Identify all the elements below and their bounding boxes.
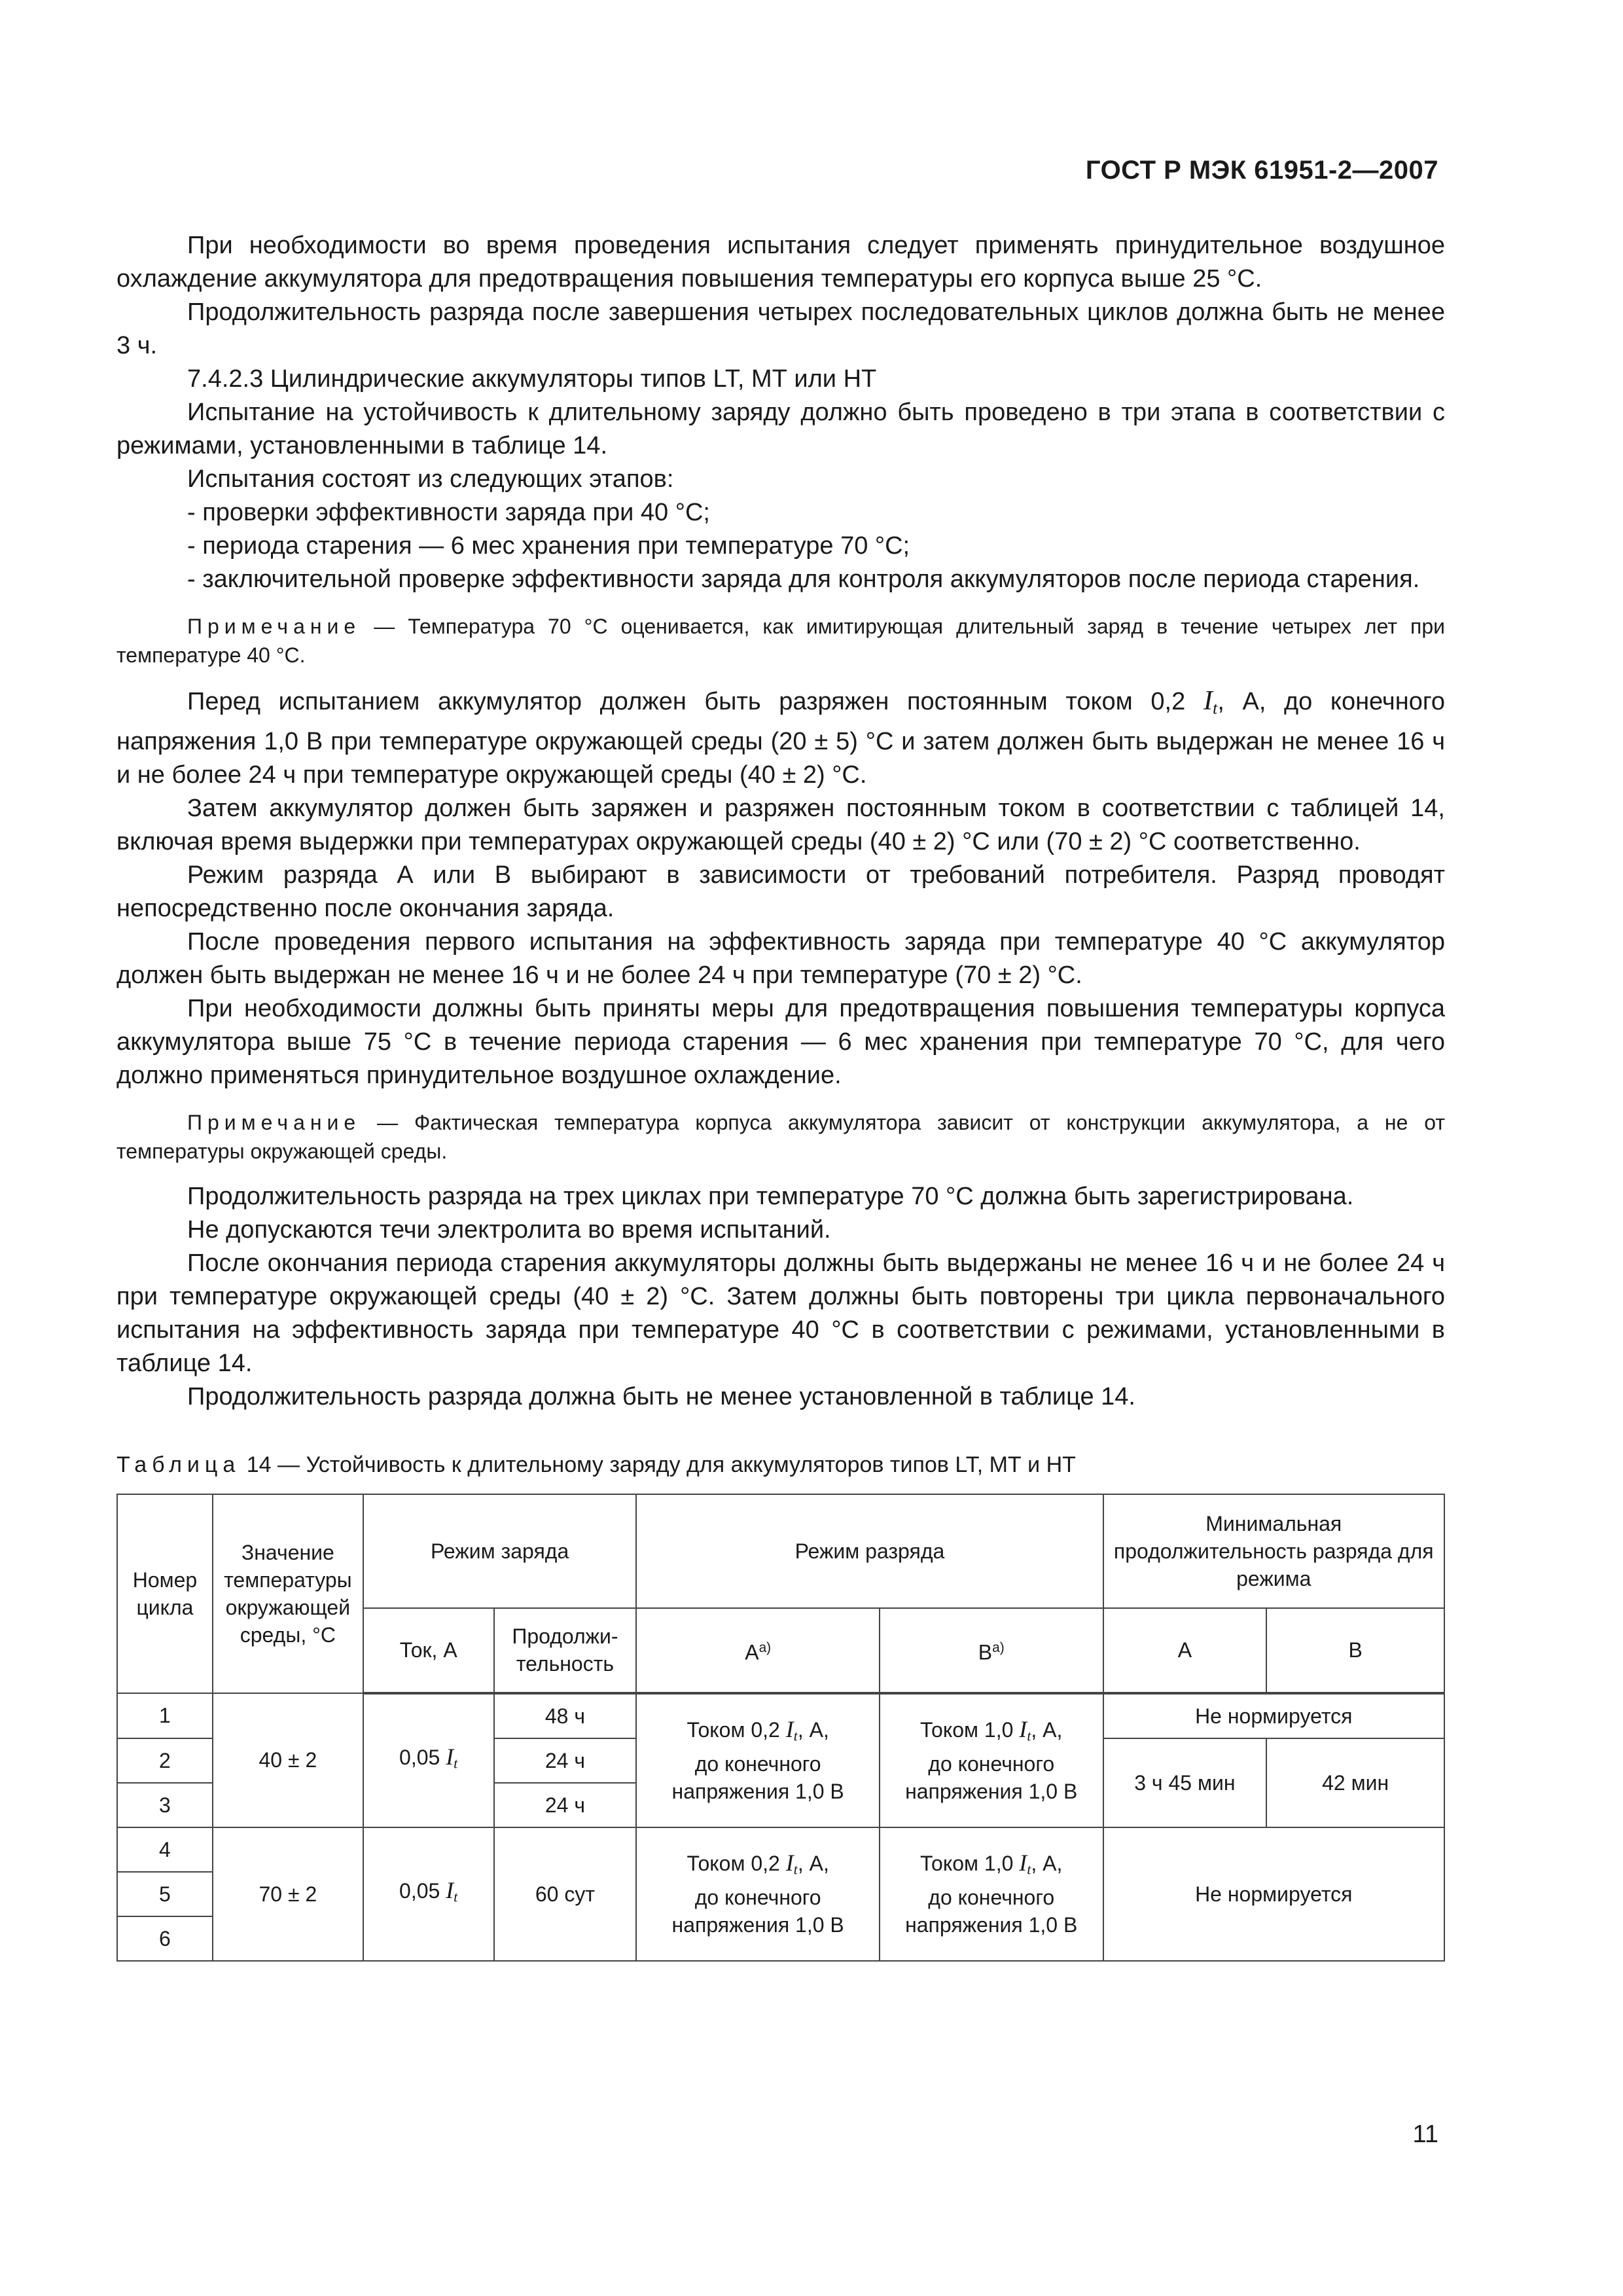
header-min-duration: Минимальная продолжительность разряда для режима [1103, 1494, 1445, 1608]
discharge-prefix: Током 1,0 [920, 1718, 1020, 1742]
footnote-marker: а) [758, 1640, 772, 1655]
note-text: — Температура 70 °С оценивается, как имитирующая длительный заряд в течение четырех лет при температуре 40 °С. [116, 615, 1445, 667]
paragraph: Продолжительность разряда после завершения четырех последовательных циклов должна быть не менее 3 ч. [116, 298, 1445, 359]
discharge-line: до конечного [928, 1885, 1055, 1909]
symbol-i: I [785, 1850, 794, 1876]
page-content [116, 229, 1445, 1962]
charge-current [363, 1693, 494, 1827]
header-mode-a [636, 1608, 880, 1693]
page-number: 11 [1412, 2121, 1438, 2148]
min-duration-b: 42 мин [1266, 1738, 1444, 1827]
discharge-prefix: Током 0,2 [687, 1718, 786, 1742]
discharge-prefix: Током 1,0 [920, 1852, 1020, 1876]
list-item: - заключительной проверке эффективности заряда для контроля аккумуляторов после периода старения. [187, 565, 1420, 593]
cycle-number: 5 [117, 1872, 213, 1916]
note-label: Примечание [187, 1110, 361, 1134]
paragraph: Затем аккумулятор должен быть заряжен и разряжен постоянным током в соответствии с таблицей 14, включая время выдержки при температурах окружающей среды (40 ± 2) °С или (70 ± 2) °С соответственно. [116, 794, 1445, 855]
table-header-row [117, 1494, 1444, 1608]
discharge-mode-b [880, 1693, 1103, 1827]
charge-duration: 24 ч [494, 1738, 637, 1783]
cycle-number: 1 [117, 1693, 213, 1738]
discharge-line [641, 1849, 875, 1884]
section-heading: 7.4.2.3 Цилиндрические аккумуляторы типов LT, МТ или НТ [187, 365, 877, 393]
discharge-line: напряжения 1,0 В [671, 1912, 844, 1937]
min-duration-a: 3 ч 45 мин [1103, 1738, 1267, 1827]
symbol-t: t [454, 1755, 458, 1772]
current-symbol [1019, 1716, 1031, 1742]
current-symbol [446, 1744, 457, 1770]
discharge-mode-a [636, 1693, 880, 1827]
symbol-i: I [1019, 1850, 1027, 1876]
header-mode-a-label: А [745, 1640, 759, 1664]
data-table [116, 1494, 1445, 1962]
cycle-number: 3 [117, 1783, 213, 1827]
header-cycle: Номер цикла [117, 1494, 213, 1693]
header-min-b: В [1266, 1608, 1444, 1693]
table-row [117, 1827, 1444, 1872]
charge-duration: 60 сут [494, 1827, 637, 1961]
cycle-number: 4 [117, 1827, 213, 1872]
header-charge-mode: Режим заряда [363, 1494, 637, 1608]
discharge-line: напряжения 1,0 В [905, 1779, 1078, 1803]
current-symbol [1019, 1850, 1031, 1876]
cycle-number: 6 [117, 1916, 213, 1961]
paragraph: При необходимости во время проведения испытания следует применять принудительное воздушное охлаждение аккумулятора для предотвращения повышения температуры его корпуса выше 25 °С. [116, 232, 1445, 293]
header-current: Ток, А [363, 1608, 494, 1693]
symbol-i: I [1019, 1716, 1027, 1743]
symbol-t: t [1027, 1861, 1031, 1878]
header-discharge-mode: Режим разряда [636, 1494, 1103, 1608]
paragraph [116, 684, 1445, 792]
symbol-i: I [1203, 685, 1213, 716]
temperature-value: 70 ± 2 [213, 1827, 363, 1961]
paragraph: После проведения первого испытания на эффективность заряда при температуре 40 °С аккумулятор должен быть выдержан не менее 16 ч и не более 24 ч при температуре (70 ± 2) °С. [116, 927, 1445, 989]
note [116, 1108, 1445, 1166]
header-temperature: Значение температуры окружающей среды, °С [213, 1494, 363, 1693]
current-value: 0,05 [399, 1746, 446, 1770]
paragraph: Режим разряда А или В выбирают в зависимости от требований потребителя. Разряд проводят непосредственно после окончания заряда. [116, 861, 1445, 922]
symbol-t: t [793, 1861, 798, 1878]
header-mode-b [880, 1608, 1103, 1693]
symbol-t: t [1027, 1727, 1031, 1744]
charge-duration: 48 ч [494, 1693, 637, 1738]
current-symbol [1204, 685, 1218, 716]
current-symbol [446, 1877, 457, 1903]
symbol-i: I [785, 1716, 794, 1743]
paragraph: Продолжительность разряда должна быть не менее установленной в таблице 14. [187, 1382, 1135, 1410]
discharge-line: напряжения 1,0 В [671, 1779, 844, 1803]
min-duration-not-normalized: Не нормируется [1103, 1693, 1445, 1738]
cycle-number: 2 [117, 1738, 213, 1783]
symbol-t: t [454, 1888, 458, 1905]
symbol-i: I [446, 1744, 454, 1770]
paragraph: Продолжительность разряда на трех циклах при температуре 70 °С должна быть зарегистрирована. [187, 1182, 1354, 1210]
discharge-suffix: , А, [1031, 1852, 1063, 1876]
paragraph-text: Перед испытанием аккумулятор должен быть разряжен постоянным током 0,2 [187, 688, 1204, 715]
footnote-marker: а) [992, 1640, 1005, 1655]
paragraph: После окончания периода старения аккумуляторы должны быть выдержаны не менее 16 ч и не более 24 ч при температуре окружающей среды (40 ± 2) °С. Затем должны быть повторены три цикла первоначального испытания на эффективность заряда при температуре 40 °С в соответствии с режимами, установленными в таблице 14. [116, 1249, 1445, 1377]
current-symbol [786, 1716, 798, 1742]
current-symbol [786, 1850, 798, 1876]
table-caption [116, 1450, 1445, 1479]
temperature-value: 40 ± 2 [213, 1693, 363, 1827]
discharge-suffix: , А, [797, 1718, 829, 1742]
charge-duration: 24 ч [494, 1783, 637, 1827]
header-mode-b-label: В [978, 1640, 993, 1664]
paragraph: При необходимости должны быть приняты меры для предотвращения повышения температуры корпуса аккумулятора выше 75 °С в течение периода старения — 6 мес хранения при температуре 70 °С, для чего должно применяться принудительное воздушное охлаждение. [116, 994, 1445, 1089]
paragraph-text: , А, до конечного напряжения 1,0 В при температуре окружающей среды (20 ± 5) °С и затем должен быть выдержан не менее 16 ч и не более 24 ч при температуре окружающей среды (40 ± 2) °С. [116, 688, 1446, 789]
discharge-line: до конечного [694, 1751, 821, 1776]
caption-label: Таблица [116, 1452, 241, 1477]
discharge-suffix: , А, [797, 1852, 829, 1876]
paragraph: Не допускаются течи электролита во время испытаний. [187, 1215, 831, 1244]
discharge-line [884, 1849, 1099, 1884]
table-row [117, 1693, 1444, 1738]
symbol-t: t [1213, 698, 1218, 718]
list-item: - проверки эффективности заряда при 40 °С; [187, 499, 710, 526]
list-item: - периода старения — 6 мес хранения при температуре 70 °С; [187, 532, 910, 560]
paragraph: Испытания состоят из следующих этапов: [187, 465, 674, 493]
note-label: Примечание [187, 615, 361, 638]
discharge-prefix: Током 0,2 [687, 1852, 786, 1876]
note [116, 612, 1445, 670]
current-value: 0,05 [399, 1879, 446, 1903]
header-min-a: А [1103, 1608, 1267, 1693]
discharge-line [884, 1715, 1099, 1750]
note-text: — Фактическая температура корпуса аккумулятора зависит от конструкции аккумулятора, а не от температуры окружающей среды. [116, 1110, 1445, 1163]
paragraph: Испытание на устойчивость к длительному заряду должно быть проведено в три этапа в соответствии с режимами, установленными в таблице 14. [116, 399, 1445, 459]
discharge-line [641, 1715, 875, 1750]
document-id: ГОСТ Р МЭК 61951-2—2007 [1085, 156, 1438, 185]
discharge-mode-a [636, 1827, 880, 1961]
discharge-line: до конечного [928, 1751, 1055, 1776]
symbol-t: t [793, 1727, 798, 1744]
discharge-line: напряжения 1,0 В [905, 1912, 1078, 1937]
min-duration-not-normalized: Не нормируется [1103, 1827, 1445, 1961]
discharge-line: до конечного [694, 1885, 821, 1909]
symbol-i: I [446, 1877, 454, 1904]
discharge-mode-b [880, 1827, 1103, 1961]
caption-text: 14 — Устойчивость к длительному заряду для аккумуляторов типов LT, МТ и НТ [240, 1452, 1076, 1477]
charge-current [363, 1827, 494, 1961]
discharge-suffix: , А, [1031, 1718, 1063, 1742]
header-duration: Продолжи-тельность [494, 1608, 637, 1693]
